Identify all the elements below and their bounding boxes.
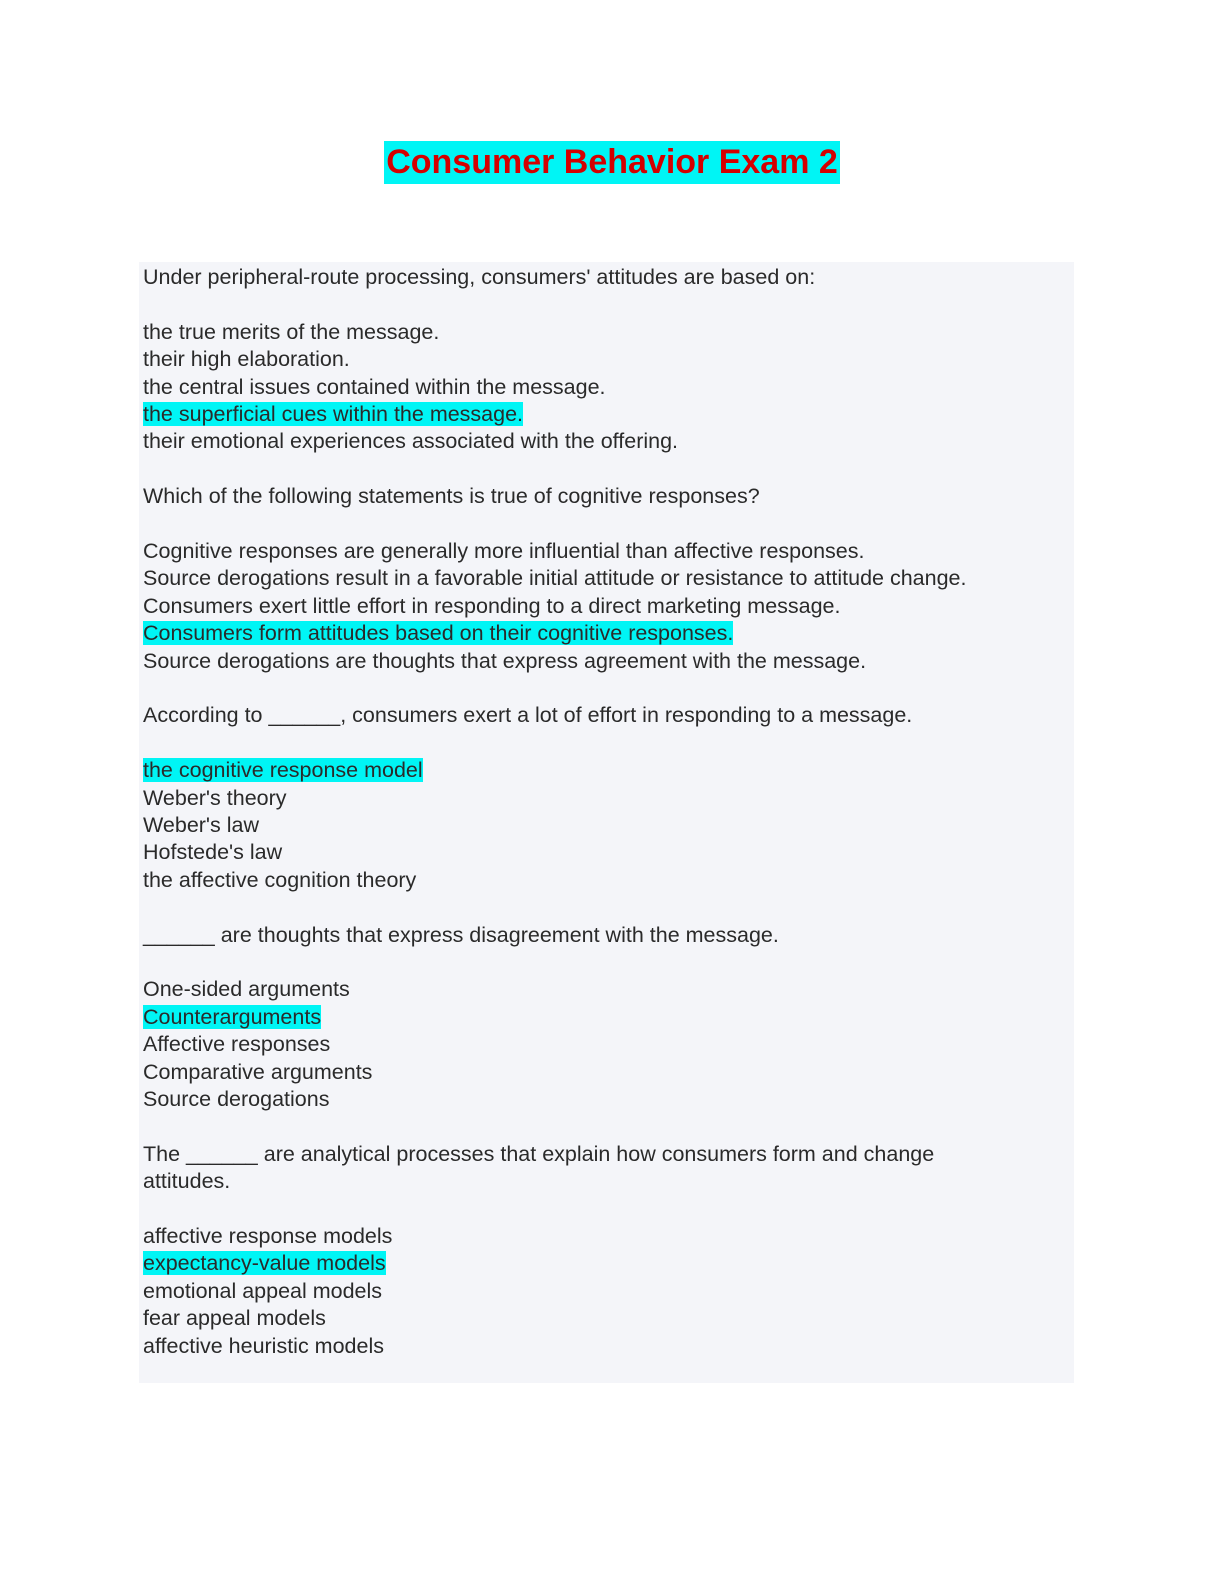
answer-option: Affective responses [143,1032,331,1057]
answer-option-correct [143,401,1074,428]
answer-option: Source derogations are thoughts that express agreement with the message. [143,648,867,673]
answer-option: their emotional experiences associated with the offering. [143,429,679,454]
highlighted-answer: Counterarguments [143,1004,322,1029]
answer-option: their high elaboration. [143,347,350,372]
answer-option: Comparative arguments [143,1059,373,1084]
question-prompt: The ______ are analytical processes that explain how consumers form and change attitudes. [143,1141,935,1194]
question-prompt: ______ are thoughts that express disagreement with the message. [143,922,779,947]
answer-option: affective heuristic models [143,1333,384,1358]
content-panel [139,262,1074,1383]
answer-option: fear appeal models [143,1306,326,1331]
answer-option: Consumers exert little effort in responding to a direct marketing message. [143,593,841,618]
question-prompt: Under peripheral-route processing, consumers' attitudes are based on: [143,265,816,289]
question-prompt: According to ______, consumers exert a lot of effort in responding to a message. [143,703,913,728]
question-4 [143,922,1074,1114]
answer-option-correct [143,1004,1074,1031]
highlighted-answer: the superficial cues within the message. [143,402,524,427]
answer-option-correct [143,1250,1074,1277]
answer-option: Cognitive responses are generally more influential than affective responses. [143,539,865,564]
answer-option: One-sided arguments [143,977,350,1002]
answer-option-correct [143,620,1074,647]
answer-option: emotional appeal models [143,1278,383,1303]
highlighted-answer: expectancy-value models [143,1251,386,1276]
question-2 [143,483,1074,675]
question-5 [143,1141,1074,1360]
highlighted-answer: the cognitive response model [143,758,423,783]
answer-option-correct [143,757,1074,784]
answer-option: Weber's theory [143,785,287,810]
answer-option: Source derogations result in a favorable initial attitude or resistance to attitude change. [143,566,967,591]
answer-option: the affective cognition theory [143,867,417,892]
question-1 [143,264,1074,456]
highlighted-answer: Consumers form attitudes based on their cognitive responses. [143,621,734,646]
question-3 [143,702,1074,894]
answer-option: Weber's law [143,813,260,838]
title-container [0,141,1224,184]
answer-option: the central issues contained within the message. [143,374,606,399]
page-title: Consumer Behavior Exam 2 [384,141,840,184]
answer-option: Hofstede's law [143,840,283,865]
answer-option: Source derogations [143,1087,330,1112]
answer-option: the true merits of the message. [143,319,440,344]
question-prompt: Which of the following statements is true of cognitive responses? [143,484,760,509]
answer-option: affective response models [143,1224,393,1249]
